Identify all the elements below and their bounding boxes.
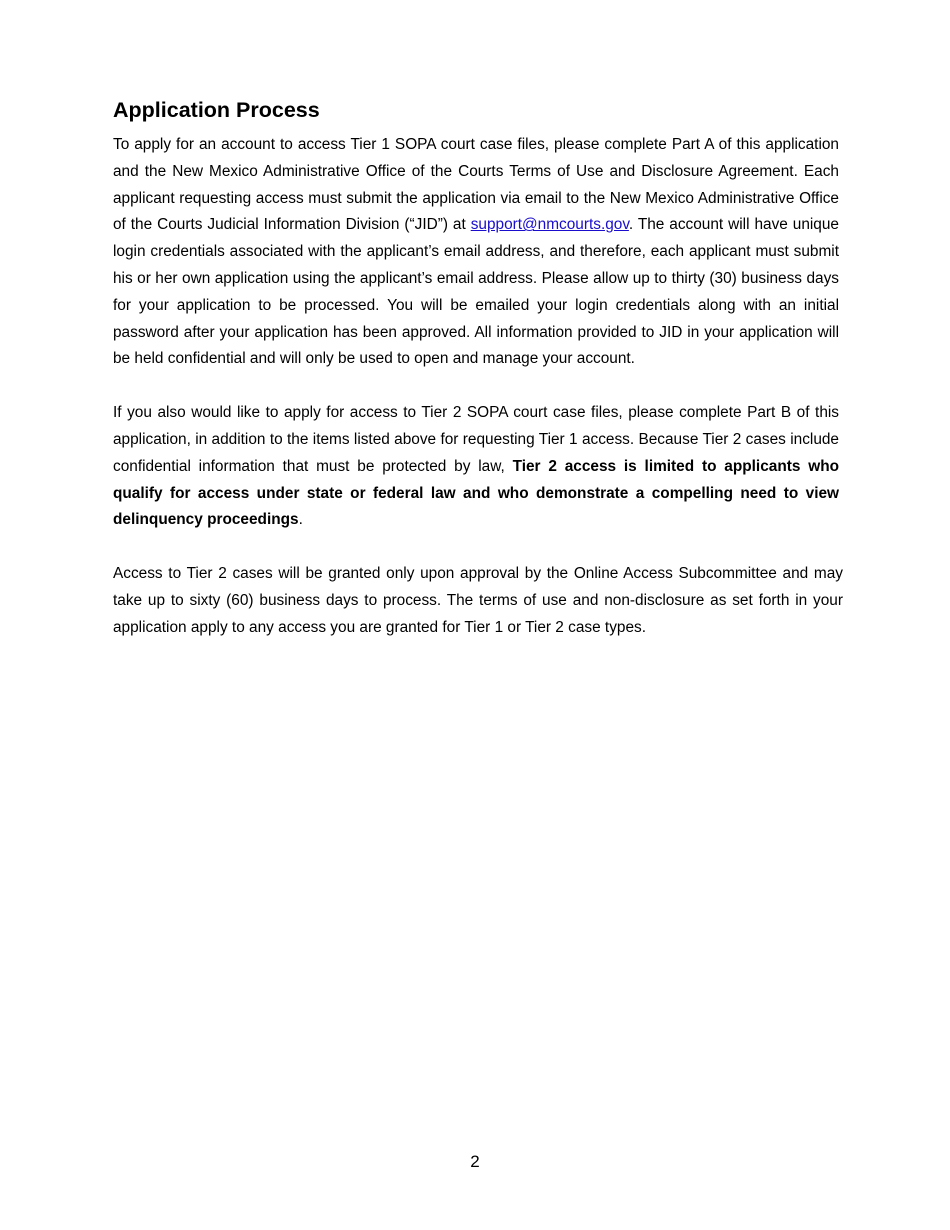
paragraph-tier2-bold-text: Tier 2 access is limited to applicants who qualify for access under state or federal law and who demonstrate a compelling need to view delinquency proceedings <box>113 457 839 529</box>
paragraph-tier1-text-end: . The account will have unique login credentials associated with the applicant’s email address, and therefore, each applicant must submit his or her own application using the applicant’s email address. Please allow up to thirty (30) business days for your application to be processed. You will be emailed your login credentials along with an initial password after your application has been approved. All information provided to JID in your application will be held confidential and will only be used to open and manage your account. <box>113 216 839 368</box>
paragraph-tier2-text: If you also would like to apply for access to Tier 2 SOPA court case files, please complete Part B of this application, in addition to the items listed above for requesting Tier 1 access. Because Tier 2 cases include confidential information that must be protected by law, <box>113 404 839 475</box>
document-body <box>113 96 843 669</box>
paragraph-tier1 <box>113 132 839 373</box>
paragraph-tier2-period: . <box>298 511 303 529</box>
paragraph-tier1-text-start: To apply for an account to access Tier 1 SOPA court case files, please complete Part A of this application and the New Mexico Administrative Office of the Courts Terms of Use and Disclosure Agreement. Each applicant requesting access must submit the application via email to the New Mexico Administrative Office of the Courts Judicial Information Division (“JID”) at <box>113 136 839 234</box>
paragraph-tier2 <box>113 400 839 534</box>
page-number: 2 <box>470 1152 480 1171</box>
section-heading: Application Process <box>113 98 320 122</box>
paragraph-tier2-approval: Access to Tier 2 cases will be granted only upon approval by the Online Access Subcommittee and may take up to sixty (60) business days to process. The terms of use and non-disclosure as set forth in your application apply to any access you are granted for Tier 1 or Tier 2 case types. <box>113 565 843 636</box>
support-email-link[interactable]: support@nmcourts.gov <box>470 216 629 234</box>
